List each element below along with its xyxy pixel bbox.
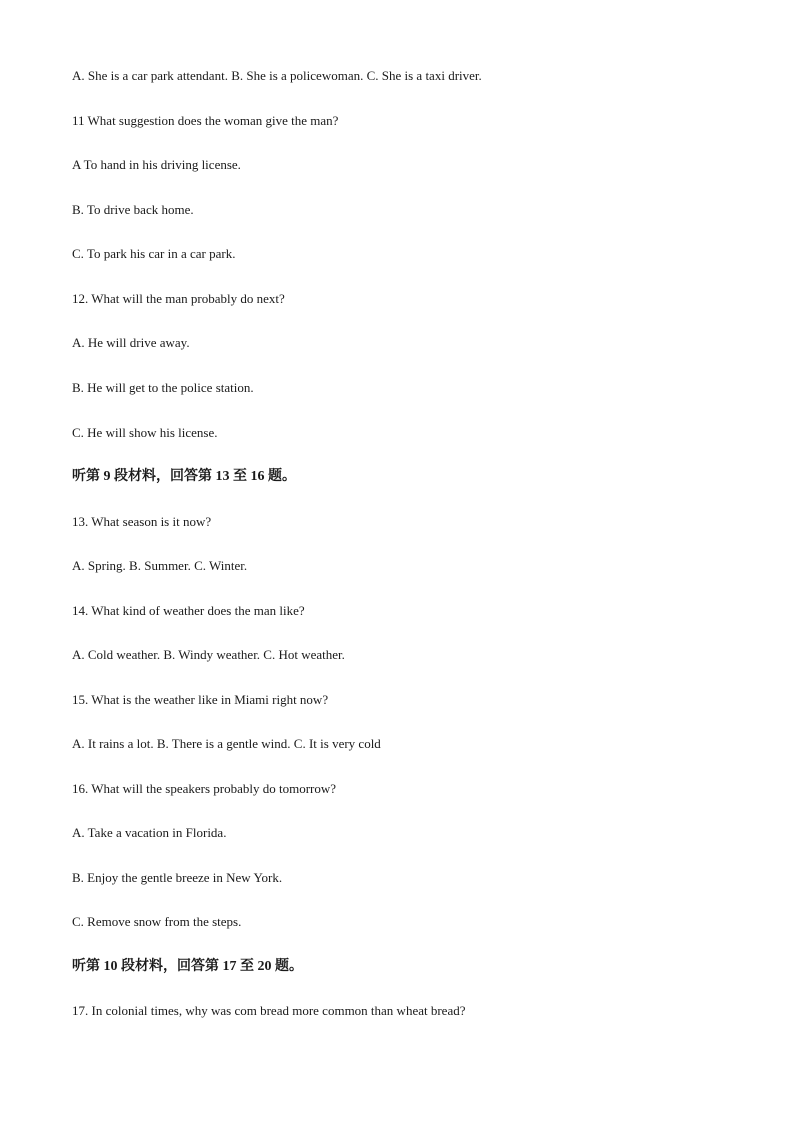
q11-question: 11 What suggestion does the woman give the man? <box>72 113 339 128</box>
q13-options: A. Spring. B. Summer. C. Winter. <box>72 558 248 573</box>
q15-question: 15. What is the weather like in Miami right now? <box>72 692 329 707</box>
q12-question: 12. What will the man probably do next? <box>72 291 285 306</box>
q16-option-a: A. Take a vacation in Florida. <box>72 825 227 840</box>
q14-question: 14. What kind of weather does the man like? <box>72 603 305 618</box>
q13-question: 13. What season is it now? <box>72 514 212 529</box>
q10-options: A. She is a car park attendant. B. She is a policewoman. C. She is a taxi driver. <box>72 68 482 83</box>
q16-option-b: B. Enjoy the gentle breeze in New York. <box>72 870 283 885</box>
q11-option-b: B. To drive back home. <box>72 202 194 217</box>
q17-question: 17. In colonial times, why was com bread more common than wheat bread? <box>72 1003 466 1018</box>
section-heading-9: 听第 9 段材料，回答第 13 至 16 题。 <box>72 469 296 484</box>
q12-option-c: C. He will show his license. <box>72 425 218 440</box>
section-heading-10: 听第 10 段材料，回答第 17 至 20 题。 <box>72 959 303 974</box>
q11-option-a: A To hand in his driving license. <box>72 157 241 172</box>
q11-option-c: C. To park his car in a car park. <box>72 246 236 261</box>
q16-question: 16. What will the speakers probably do tomorrow? <box>72 781 337 796</box>
q12-option-b: B. He will get to the police station. <box>72 380 254 395</box>
q14-options: A. Cold weather. B. Windy weather. C. Hot weather. <box>72 647 345 662</box>
q16-option-c: C. Remove snow from the steps. <box>72 914 242 929</box>
q15-options: A. It rains a lot. B. There is a gentle wind. C. It is very cold <box>72 736 381 751</box>
q12-option-a: A. He will drive away. <box>72 335 190 350</box>
